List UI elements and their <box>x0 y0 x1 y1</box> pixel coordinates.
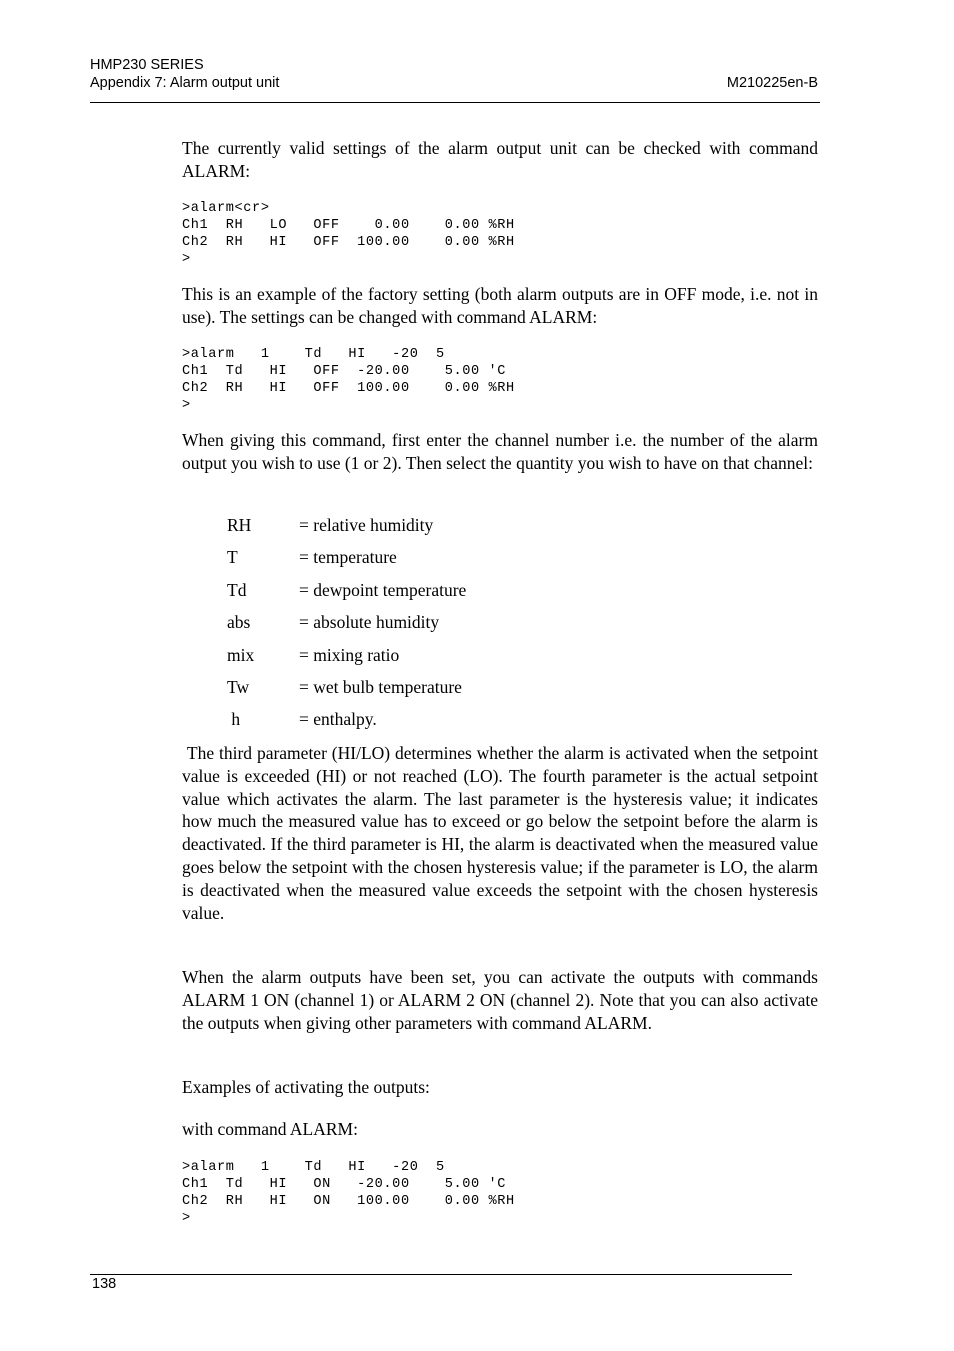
header-rule <box>90 102 820 103</box>
quantity-symbol: Td <box>227 579 247 600</box>
quantity-meaning: = enthalpy. <box>299 709 377 730</box>
code-text: >alarm 1 Td HI -20 5 Ch1 Td HI ON -20.00 5.00 'C Ch2 RH HI ON 100.00 0.00 %RH > <box>182 1160 515 1226</box>
paragraph-text: Examples of activating the outputs: <box>182 1077 430 1097</box>
code-block-activate <box>182 1159 818 1227</box>
quantity-meaning: = temperature <box>299 547 397 568</box>
code-block-set-alarm <box>182 346 818 414</box>
paragraph-text: When giving this command, first enter the channel number i.e. the number of the alarm output you wish to use (1 or 2). Then select the quantity you wish to have on that channel: <box>182 430 818 473</box>
code-block-status <box>182 200 818 268</box>
quantity-symbol: abs <box>227 612 251 633</box>
quantity-symbol: RH <box>227 515 252 535</box>
paragraph-text: with command ALARM: <box>182 1119 358 1139</box>
header-section: Appendix 7: Alarm output unit <box>90 75 280 91</box>
footer-rule <box>90 1274 792 1275</box>
quantity-meaning: = wet bulb temperature <box>299 676 462 697</box>
code-text: >alarm 1 Td HI -20 5 Ch1 Td HI OFF -20.00 5.00 'C Ch2 RH HI OFF 100.00 0.00 %RH > <box>182 347 515 413</box>
quantity-meaning: = relative humidity <box>299 515 434 535</box>
quantity-symbol: T <box>227 547 238 568</box>
quantity-meaning: = absolute humidity <box>299 612 440 633</box>
paragraph-text: When the alarm outputs have been set, you can activate the outputs with commands ALARM 1 ON (channel 1) or ALARM 2 ON (channel 2). Note that you can also activate the outputs when giving other parameters with command ALARM. <box>182 967 818 1033</box>
paragraph-parameters <box>182 742 823 924</box>
code-text: >alarm<cr> Ch1 RH LO OFF 0.00 0.00 %RH Ch2 RH HI OFF 100.00 0.00 %RH > <box>182 201 515 267</box>
header-series: HMP230 SERIES <box>90 57 204 73</box>
paragraph-intro <box>182 137 818 183</box>
quantity-symbol: h <box>227 709 241 730</box>
paragraph-activation <box>182 966 818 1034</box>
paragraph-examples <box>182 1076 818 1099</box>
paragraph-with-command <box>182 1118 818 1141</box>
paragraph-factory-setting <box>182 283 818 329</box>
paragraph-channel <box>182 429 818 475</box>
quantity-meaning: = dewpoint temperature <box>299 579 467 600</box>
paragraph-text: The currently valid settings of the alarm output unit can be checked with command ALARM: <box>182 138 818 181</box>
quantity-symbol: Tw <box>227 676 250 697</box>
paragraph-text: The third parameter (HI/LO) determines whether the alarm is activated when the setpoint value is exceeded (HI) or not reached (LO). The fourth parameter is the actual setpoint value which activates the alarm. The last parameter is the hysteresis value; it indicates how much the measured value has to exceed or go below the setpoint before the alarm is deactivated. If the third parameter is HI, the alarm is deactivated when the measured value goes below the setpoint with the chosen hysteresis value; if the parameter is LO, the alarm is deactivated when the measured value exceeds the setpoint with the chosen hysteresis value. <box>182 743 823 923</box>
paragraph-text: This is an example of the factory setting (both alarm outputs are in OFF mode, i.e. not in use). The settings can be changed with command ALARM: <box>182 284 818 327</box>
page-number: 138 <box>92 1276 117 1292</box>
header-doc-code: M210225en-B <box>726 75 818 91</box>
quantity-meaning: = mixing ratio <box>299 644 400 665</box>
quantity-symbol: mix <box>227 644 255 665</box>
